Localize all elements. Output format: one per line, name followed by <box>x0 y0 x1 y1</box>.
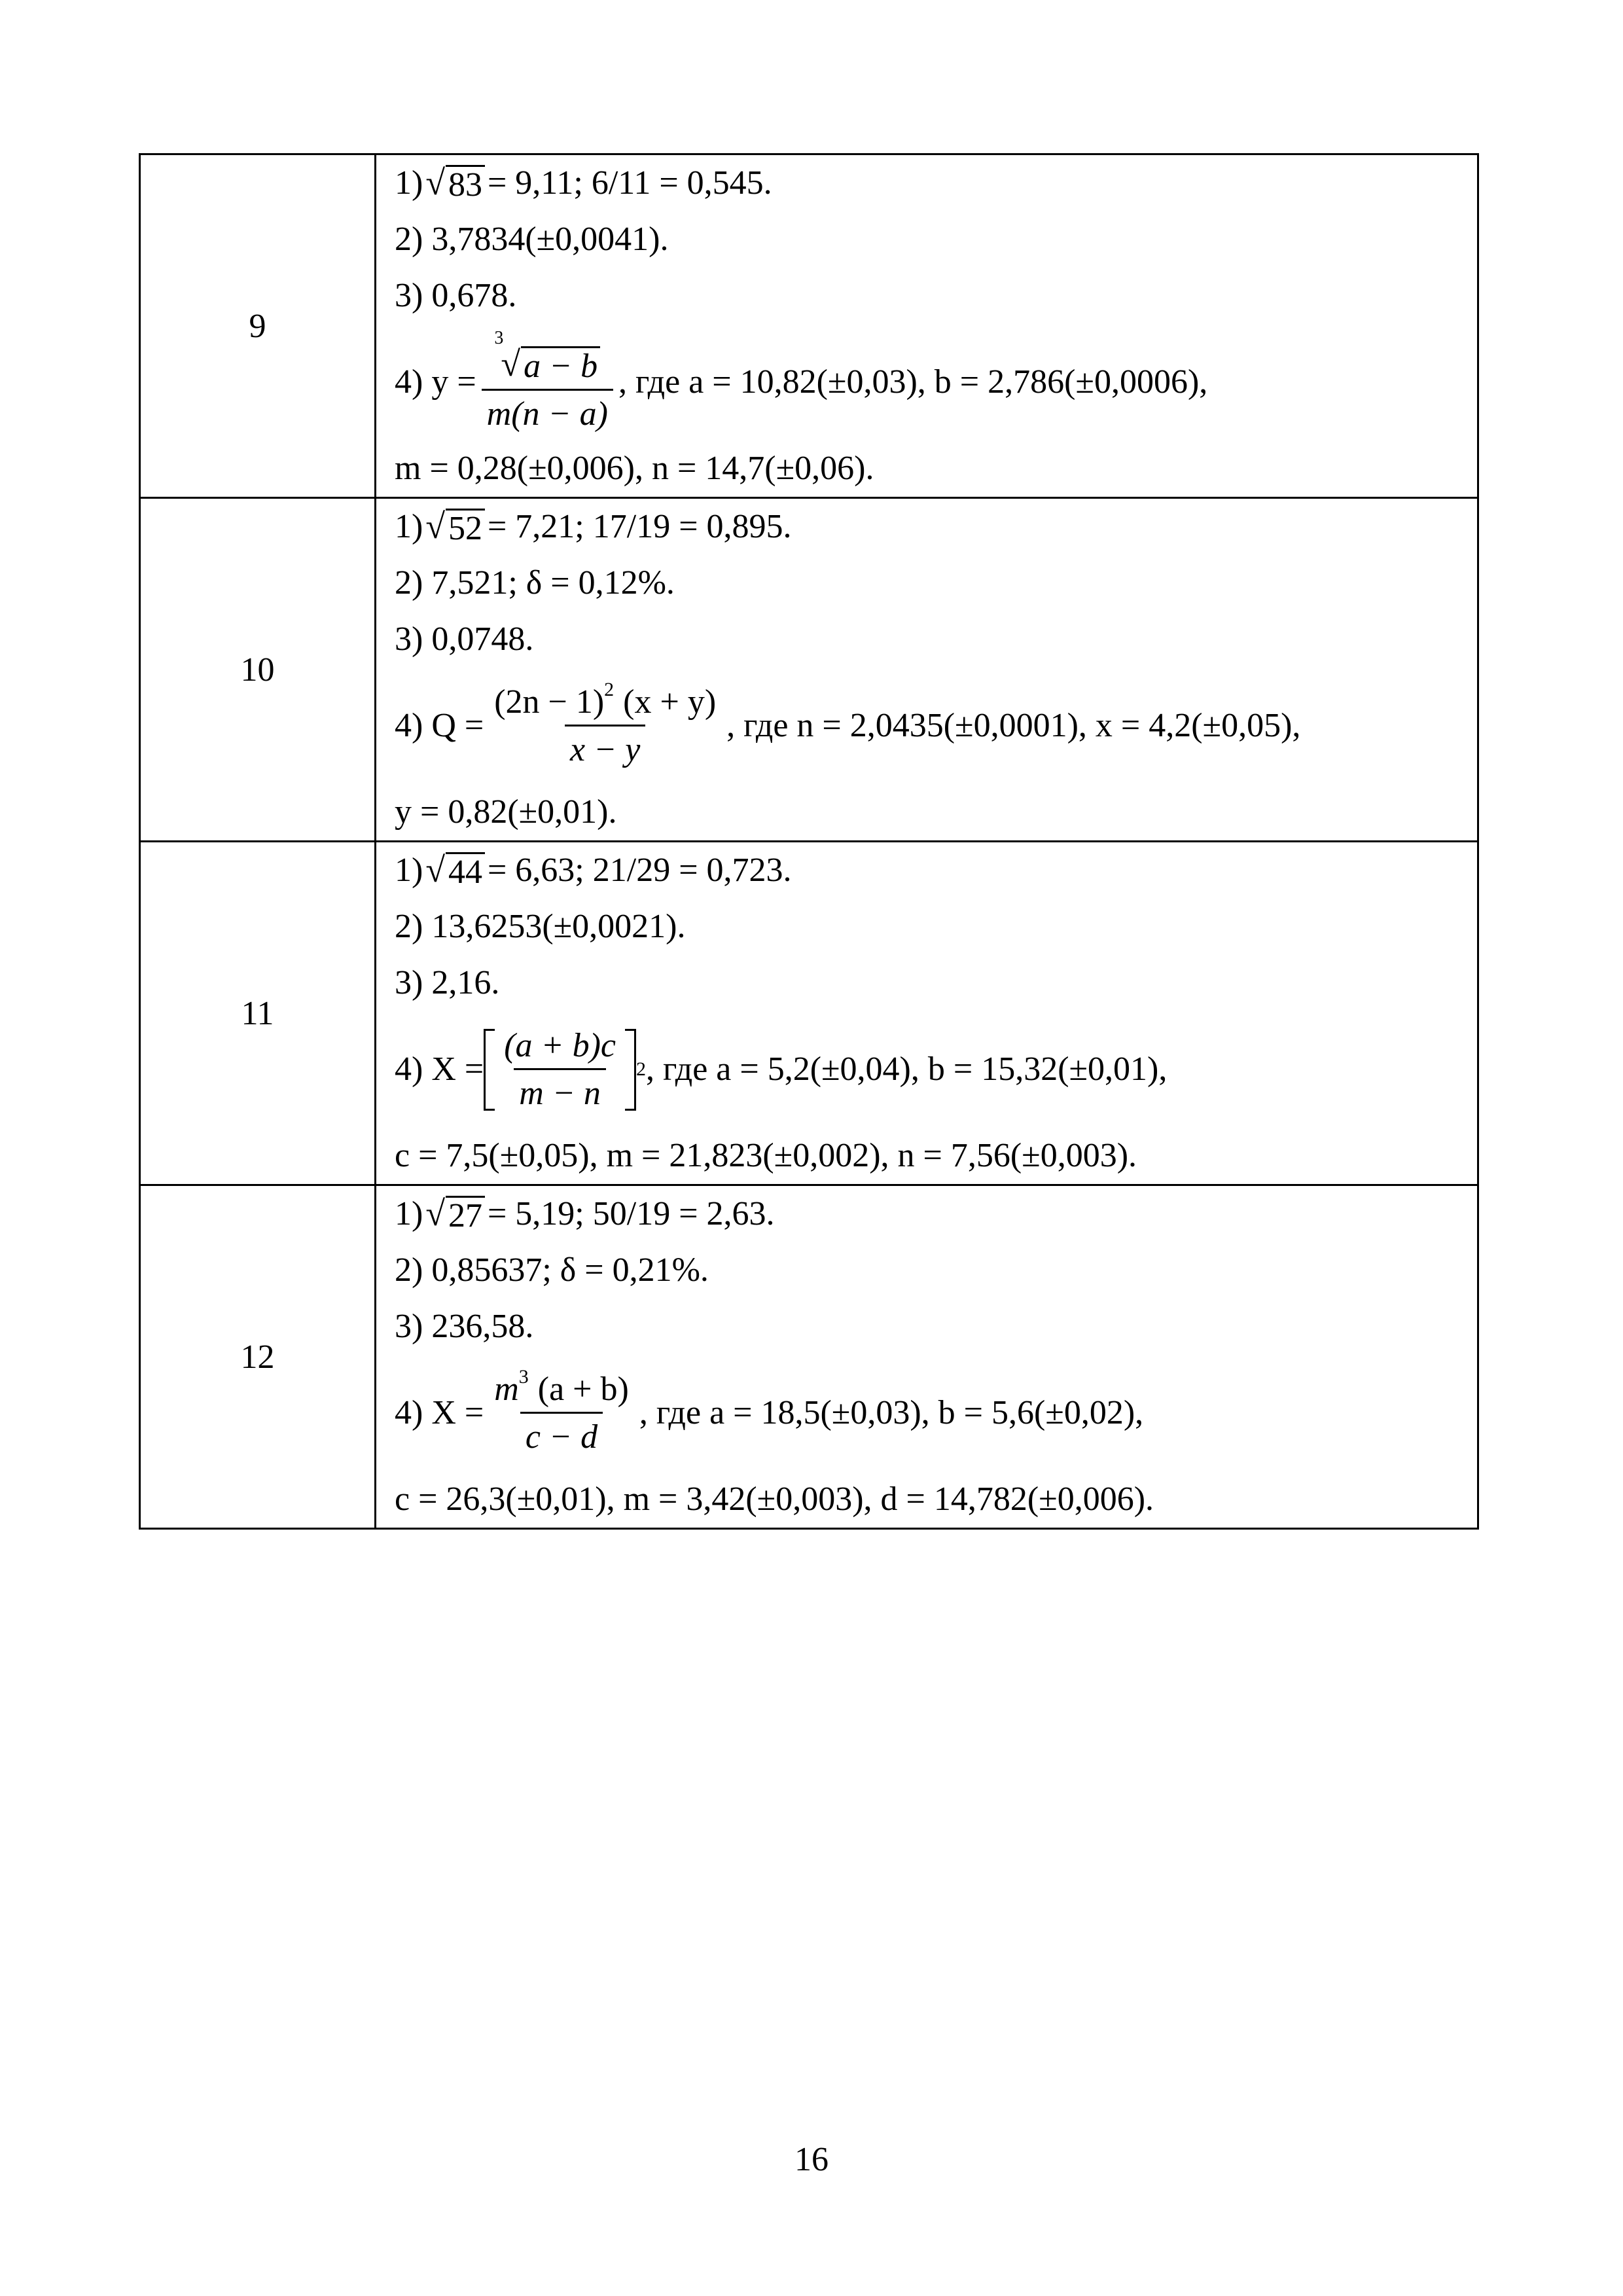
task-line: 1) √ 83 = 9,11; 6/11 = 0,545. <box>395 162 772 204</box>
formula-line: 4) y = 3 √ a − b m(n − a) , где a = 10,82(±0,03), b = 2,786(±0,0006), <box>395 328 1208 433</box>
square-root: √ 44 <box>425 852 485 889</box>
table-row <box>140 1185 1478 1529</box>
square-root: √ 83 <box>425 165 485 202</box>
task-line: 2) 0,85637; δ = 0,21%. <box>395 1251 709 1289</box>
table-row <box>140 154 1478 498</box>
task-line: 2) 13,6253(±0,0021). <box>395 908 686 945</box>
task-line: 3) 2,16. <box>395 964 500 1001</box>
variant-number: 9 <box>140 154 376 498</box>
formula-line: 4) X = $\frac{(a + b)c}{m - n}$ 2 , где a = 5,2(±0,04), b = 15,32(±0,01), <box>395 1026 1168 1112</box>
task-line: 1) √ 44 = 6,63; 21/29 = 0,723. <box>395 850 792 891</box>
task-line: 2) 7,521; δ = 0,12%. <box>395 564 675 601</box>
square-bracket-expression: $\frac{(a + b)c}{m - n}$ <box>484 1029 636 1111</box>
task-line: m = 0,28(±0,006), n = 14,7(±0,06). <box>395 450 874 487</box>
task-line: 1) √ 27 = 5,19; 50/19 = 2,63. <box>395 1193 775 1234</box>
fraction: $\frac{m^3 (a + b)}{c - d}$ <box>494 1365 629 1456</box>
table-row <box>140 842 1478 1185</box>
task-line: c = 26,3(±0,01), m = 3,42(±0,003), d = 14,782(±0,006). <box>395 1480 1154 1518</box>
variant-tasks <box>376 154 1478 498</box>
task-line: 1) √ 52 = 7,21; 17/19 = 0,895. <box>395 506 792 547</box>
table-row <box>140 498 1478 842</box>
formula-line: 4) Q = $\frac{(2n - 1)^2 (x + y)}{x - y}$ , где n = 2,0435(±0,0001), x = 4,2(±0,05), <box>395 678 1301 768</box>
task-line: y = 0,82(±0,01). <box>395 793 617 831</box>
variant-number: 12 <box>140 1185 376 1529</box>
variant-tasks <box>376 842 1478 1185</box>
square-root: √ 27 <box>425 1196 485 1233</box>
task-line: 3) 236,58. <box>395 1308 534 1345</box>
square-root: √ 52 <box>425 509 485 546</box>
variant-tasks <box>376 498 1478 842</box>
tasks-table <box>139 153 1479 1530</box>
fraction: 3 √ a − b m(n − a) <box>482 333 613 431</box>
task-line: 2) 3,7834(±0,0041). <box>395 221 669 258</box>
variant-number: 11 <box>140 842 376 1185</box>
task-line: 3) 0,678. <box>395 277 517 314</box>
task-line: c = 7,5(±0,05), m = 21,823(±0,002), n = 7,56(±0,003). <box>395 1137 1137 1174</box>
formula-line: 4) X = $\frac{m^3 (a + b)}{c - d}$ , где a = 18,5(±0,03), b = 5,6(±0,02), <box>395 1365 1144 1456</box>
fraction: $\frac{(2n - 1)^2 (x + y)}{x - y}$ <box>494 678 717 768</box>
variant-tasks <box>376 1185 1478 1529</box>
task-line: 3) 0,0748. <box>395 620 534 658</box>
variant-number: 10 <box>140 498 376 842</box>
page-number: 16 <box>794 2141 829 2178</box>
